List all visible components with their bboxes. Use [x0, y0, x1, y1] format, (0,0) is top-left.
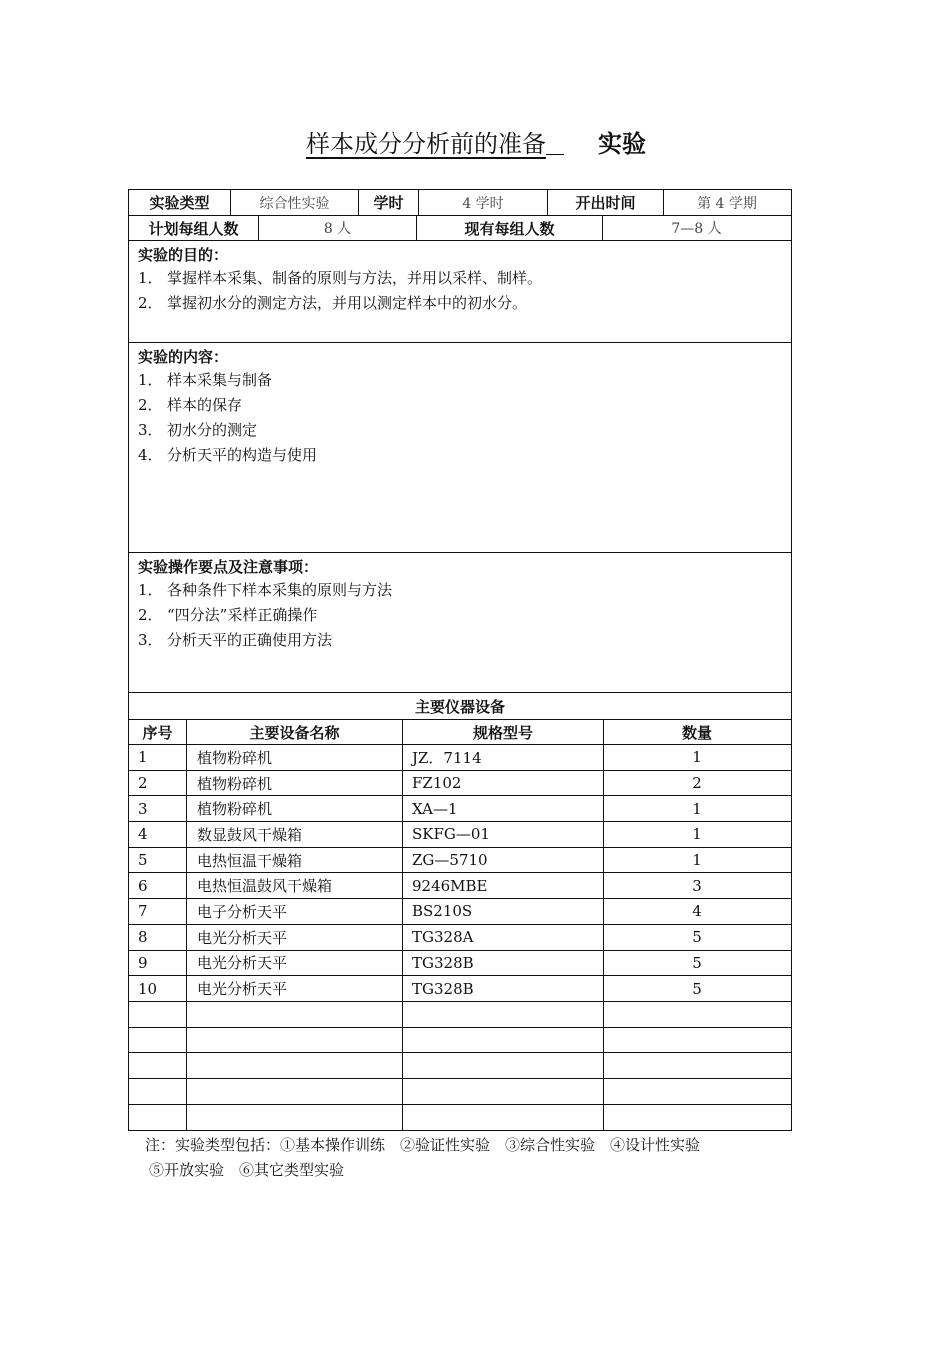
- cell-name: [187, 1079, 403, 1104]
- cell-name: 电光分析天平: [187, 925, 403, 950]
- cell-name: [187, 1028, 403, 1053]
- cell-number: 9: [129, 951, 187, 976]
- cell-name: 植物粉碎机: [187, 771, 403, 796]
- col-header-name: 主要设备名称: [187, 720, 403, 744]
- points-item: 1． 各种条件下样本采集的原则与方法: [138, 581, 393, 599]
- col-header-number: 序号: [129, 720, 187, 744]
- cell-number: 3: [129, 796, 187, 821]
- cell-name: [187, 1002, 403, 1027]
- cell-quantity: [604, 1079, 790, 1104]
- cell-quantity: 3: [692, 876, 702, 895]
- cell-quantity: 1: [692, 799, 702, 818]
- table-row: [129, 1105, 791, 1131]
- cell-name: 电子分析天平: [187, 899, 403, 924]
- title-underline: [546, 153, 564, 155]
- cell-number: 8: [129, 925, 187, 950]
- content-item: 4． 分析天平的构造与使用: [138, 446, 318, 464]
- cell-model: [403, 1105, 604, 1131]
- cell-name: 电热恒温鼓风干燥箱: [187, 873, 403, 898]
- equipment-table-body: [129, 745, 791, 1130]
- content-heading: 实验的内容：: [138, 348, 229, 366]
- cell-number: [129, 1028, 187, 1053]
- cell-number: [129, 1053, 187, 1078]
- info-row-1: [129, 190, 791, 216]
- cell-number: [129, 1002, 187, 1027]
- cell-name: 植物粉碎机: [187, 796, 403, 821]
- actual-value: 7—8 人: [671, 221, 722, 237]
- purpose-section: [129, 241, 791, 343]
- col-header-quantity: 数量: [681, 723, 712, 742]
- page-title: [0, 124, 952, 159]
- plan-label: 计划每组人数: [129, 216, 259, 240]
- table-row: [129, 951, 791, 977]
- experiment-name: 样本成分分析前的准备: [306, 130, 546, 158]
- hours-label: 学时: [359, 190, 419, 215]
- table-row: [129, 976, 791, 1002]
- cell-quantity: [604, 1028, 790, 1053]
- cell-quantity: 5: [692, 928, 702, 947]
- col-header-model: 规格型号: [403, 720, 604, 744]
- cell-model: FZ102: [403, 771, 604, 796]
- cell-number: 1: [129, 745, 187, 770]
- cell-model: [403, 1028, 604, 1053]
- purpose-heading: 实验的目的：: [138, 246, 229, 264]
- cell-quantity: 1: [692, 851, 702, 870]
- cell-number: 6: [129, 873, 187, 898]
- term-label: 开出时间: [548, 190, 664, 215]
- footnote-line-2: ⑤开放实验 ⑥其它类型实验: [149, 1161, 345, 1179]
- points-section: [129, 553, 791, 693]
- cell-name: 植物粉碎机: [187, 745, 403, 770]
- cell-quantity: 5: [692, 979, 702, 998]
- table-row: [129, 873, 791, 899]
- cell-model: JZ．7114: [403, 745, 604, 770]
- purpose-item: 1． 掌握样本采集、制备的原则与方法，并用以采样、制样。: [138, 269, 543, 287]
- points-item: 2． “四分法”采样正确操作: [138, 606, 318, 624]
- table-row: [129, 771, 791, 797]
- content-item: 2． 样本的保存: [138, 396, 243, 414]
- experiment-sheet: [128, 189, 792, 1131]
- cell-model: XA—1: [403, 796, 604, 821]
- cell-number: 7: [129, 899, 187, 924]
- cell-model: [403, 1079, 604, 1104]
- title-suffix: 实验: [598, 129, 646, 158]
- table-row: [129, 1079, 791, 1105]
- cell-quantity: 4: [692, 902, 702, 921]
- cell-model: TG328B: [403, 976, 604, 1001]
- footnote-line-1: 注：实验类型包括：①基本操作训练 ②验证性实验 ③综合性实验 ④设计性实验: [145, 1136, 701, 1154]
- cell-quantity: [604, 1053, 790, 1078]
- cell-number: 4: [129, 822, 187, 847]
- table-row: [129, 1053, 791, 1079]
- cell-number: 2: [129, 771, 187, 796]
- purpose-item: 2． 掌握初水分的测定方法，并用以测定样本中的初水分。: [138, 294, 528, 312]
- cell-model: TG328A: [403, 925, 604, 950]
- cell-model: [403, 1053, 604, 1078]
- table-row: [129, 925, 791, 951]
- cell-model: BS210S: [403, 899, 604, 924]
- cell-model: [403, 1002, 604, 1027]
- actual-label: 现有每组人数: [417, 216, 603, 240]
- cell-name: [187, 1105, 403, 1131]
- hours-value: 4 学时: [419, 190, 548, 215]
- table-row: [129, 1002, 791, 1028]
- table-row: [129, 745, 791, 771]
- cell-name: 电热恒温干燥箱: [187, 848, 403, 873]
- cell-number: [129, 1079, 187, 1104]
- cell-quantity: 5: [692, 953, 702, 972]
- table-row: [129, 822, 791, 848]
- type-label: 实验类型: [129, 190, 231, 215]
- cell-model: TG328B: [403, 951, 604, 976]
- plan-value: 8 人: [259, 216, 417, 240]
- cell-number: [129, 1105, 187, 1131]
- cell-name: 数显鼓风干燥箱: [187, 822, 403, 847]
- type-value: 综合性实验: [231, 190, 359, 215]
- content-section: [129, 343, 791, 553]
- table-row: [129, 848, 791, 874]
- table-row: [129, 1028, 791, 1054]
- content-item: 3． 初水分的测定: [138, 421, 258, 439]
- cell-quantity: [604, 1105, 790, 1131]
- footnote: [145, 1133, 700, 1183]
- points-heading: 实验操作要点及注意事项：: [138, 558, 319, 576]
- points-item: 3． 分析天平的正确使用方法: [138, 631, 333, 649]
- cell-quantity: [604, 1002, 790, 1027]
- cell-name: [187, 1053, 403, 1078]
- cell-number: 10: [129, 976, 187, 1001]
- table-row: [129, 796, 791, 822]
- info-row-2: [129, 216, 791, 241]
- equipment-title: 主要仪器设备: [129, 693, 791, 720]
- cell-model: ZG—5710: [403, 848, 604, 873]
- cell-number: 5: [129, 848, 187, 873]
- equipment-header-row: [129, 720, 791, 745]
- cell-model: 9246MBE: [403, 873, 604, 898]
- cell-name: 电光分析天平: [187, 951, 403, 976]
- table-row: [129, 899, 791, 925]
- cell-name: 电光分析天平: [187, 976, 403, 1001]
- term-value: 第 4 学期: [697, 195, 757, 212]
- cell-quantity: 2: [692, 774, 702, 793]
- cell-quantity: 1: [692, 825, 702, 844]
- cell-quantity: 1: [692, 748, 702, 767]
- content-item: 1． 样本采集与制备: [138, 371, 273, 389]
- cell-model: SKFG—01: [403, 822, 604, 847]
